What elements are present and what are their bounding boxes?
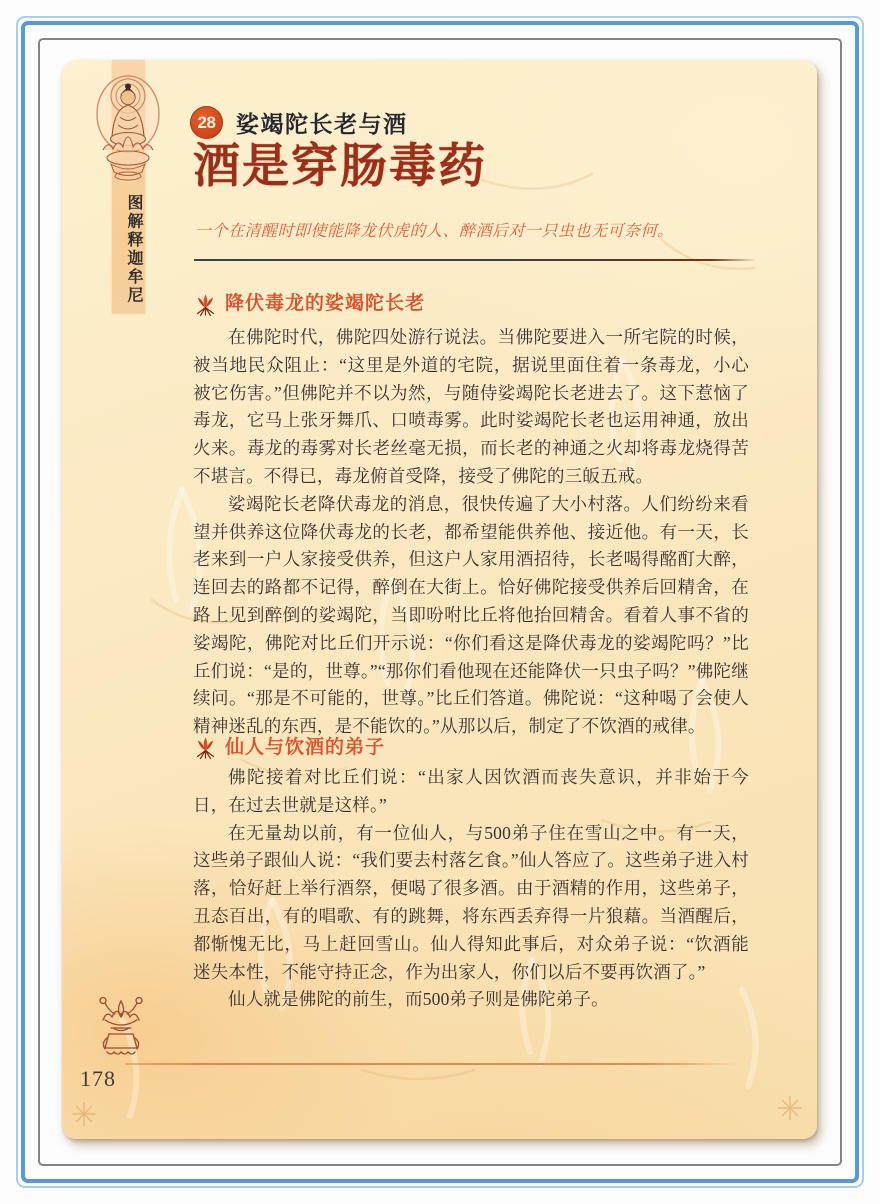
section-heading-text: 降伏毒龙的娑竭陀长老 xyxy=(225,293,426,314)
lotus-icon xyxy=(193,735,218,760)
page-title: 酒是穿肠毒药 xyxy=(193,141,487,193)
section-heading-text: 仙人与饮酒的弟子 xyxy=(225,736,386,758)
paragraph: 娑竭陀长老降伏毒龙的消息，很快传遍了大小村落。人们纷纷来看望并供养这位降伏毒龙的长老，都希望能供养他、接近他。有一天，长老来到一户人家接受供养，但这户人家用酒招待，长老喝得酩酊大醉，连回去的路都不记得，醉倒在大街上。恰好佛陀接受供养后回精舍，在路上见到醉倒的娑竭陀，当即吩咐比丘将他抬回精舍。看着人事不省的娑竭陀，佛陀对比丘们开示说：“你们看这是降伏毒龙的娑竭陀吗？”比丘们说：“是的，世尊。”“那你们看他现在还能降伏一只虫子吗？”佛陀继续问。“那是不可能的，世尊。”比丘们答道。佛陀说：“这种喝了会使人精神迷乱的东西，是不能饮的。”从那以后，制定了不饮酒的戒律。 xyxy=(193,493,749,737)
page-number: 178 xyxy=(80,1066,116,1091)
paragraph: 仙人就是佛陀的前生，而500弟子则是佛陀弟子。 xyxy=(228,989,609,1010)
paper-page xyxy=(62,60,817,1139)
chapter-number-badge xyxy=(190,106,223,139)
intro-text: 一个在清醒时即使能降龙伏虎的人、醉酒后对一只虫也无可奈何。 xyxy=(195,223,674,240)
paragraph: 在无量劫以前，有一位仙人，与500弟子住在雪山之中。有一天，这些弟子跟仙人说：“我们要去村落乞食。”仙人答应了。这些弟子进入村落，恰好赶上举行酒祭，便喝了很多酒。由于酒精的作用，这些弟子，丑态百出，有的唱歌、有的跳舞，将东西丢弃得一片狼藉。当酒醒后，都惭愧无比，马上赶回雪山。仙人得知此事后，对众弟子说：“饮酒能迷失本性，不能守持正念，作为出家人，你们以后不要再饮酒了。” xyxy=(193,822,749,982)
chapter-title: 娑竭陀长老与酒 xyxy=(236,112,408,137)
article-body xyxy=(193,291,749,1014)
section-heading-1 xyxy=(193,291,749,317)
lotus-icon xyxy=(193,292,218,317)
paragraph: 佛陀接着对比丘们说：“出家人因饮酒而丧失意识，并非始于今日，在过去世就是这样。” xyxy=(193,766,749,815)
buddha-illustration-icon xyxy=(89,70,167,192)
chapter-number: 28 xyxy=(197,112,216,132)
series-title-vertical: 图解释迦牟尼 xyxy=(125,193,142,305)
paragraph: 在佛陀时代，佛陀四处游行说法。当佛陀要进入一所宅院的时候，被当地民众阻止：“这里是外道的宅院，据说里面住着一条毒龙，小心被它伤害。”但佛陀并不以为然，与随侍娑竭陀长老进去了。这下惹恼了毒龙，它马上张牙舞爪、口喷毒雾。此时娑竭陀长老也运用神通，放出火来。毒龙的毒雾对长老丝毫无损，而长老的神通之火却将毒龙烧得苦不堪言。不得已，毒龙俯首受降，接受了佛陀的三皈五戒。 xyxy=(193,327,749,486)
lotus-vase-ornament-icon xyxy=(95,994,147,1058)
chapter-header xyxy=(190,106,408,139)
footer-rule xyxy=(125,1063,737,1065)
header-divider xyxy=(194,259,757,261)
